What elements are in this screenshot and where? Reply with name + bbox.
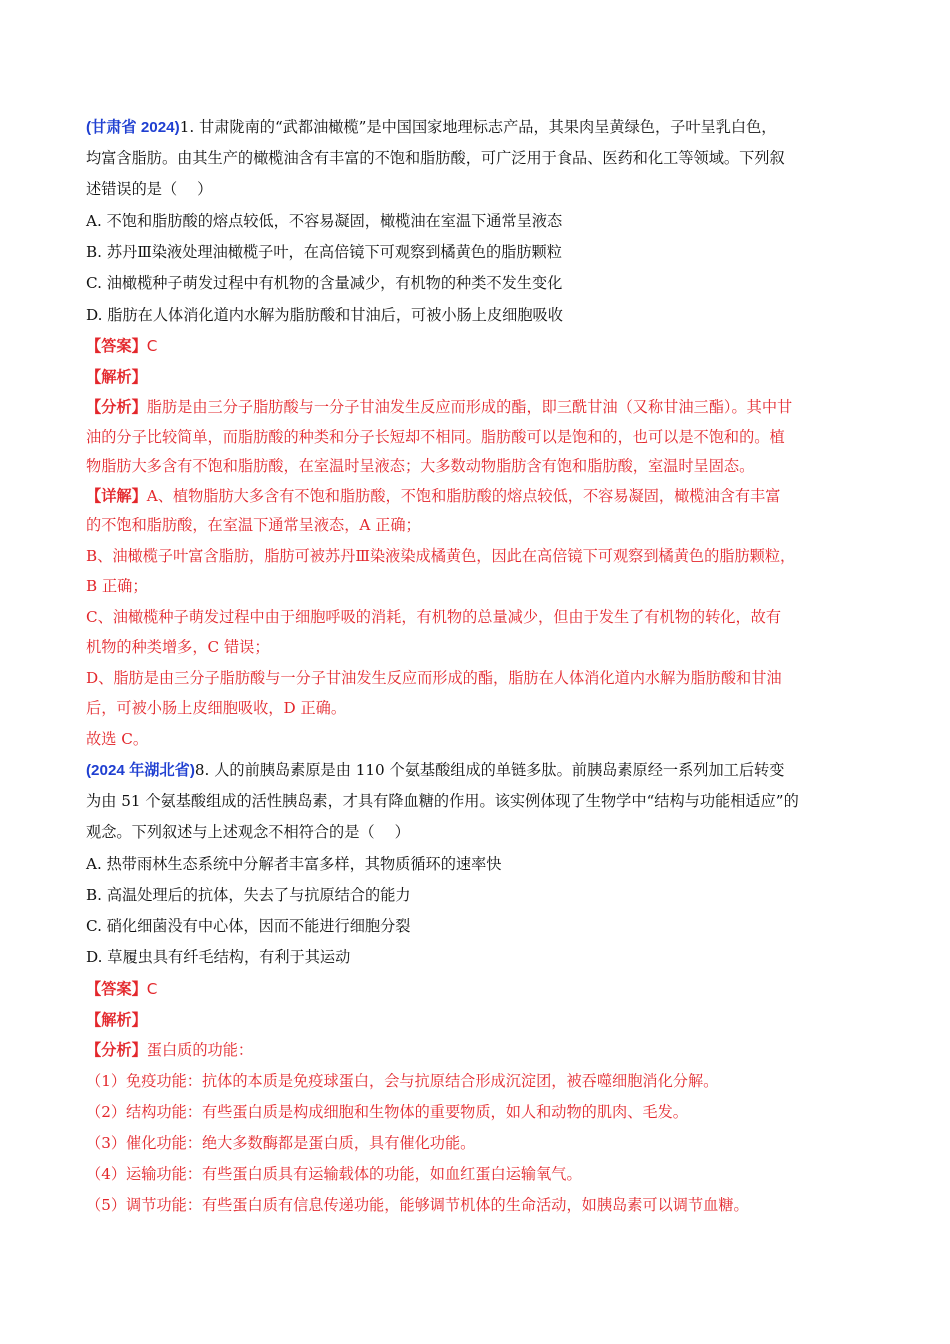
- q2-fenxi-line-2: （2）结构功能：有些蛋白质是构成细胞和生物体的重要物质，如人和动物的肌肉、毛发。: [86, 1102, 688, 1121]
- q1-fenxi-line-1: [86, 393, 876, 423]
- q1-fenxi-line-3: 物脂肪大多含有不饱和脂肪酸，在室温时呈液态；大多数动物脂肪含有饱和脂肪酸，室温时呈固态。: [86, 457, 755, 476]
- q1-fenxi-line-2: 油的分子比较简单，而脂肪酸的种类和分子长短却不相同。脂肪酸可以是饱和的，也可以是不饱和的。植: [86, 427, 785, 446]
- q2-stem-line-3: 观念。下列叙述与上述观念不相符合的是（ ）: [86, 823, 410, 842]
- q1-stem-line-2: 均富含脂肪。由其生产的橄榄油含有丰富的不饱和脂肪酸，可广泛用于食品、医药和化工等领域。下列叙: [86, 149, 785, 168]
- q2-option-d: D. 草履虫具有纤毛结构，有利于其运动: [86, 948, 351, 967]
- q2-answer: [86, 974, 876, 1005]
- q1-xiangjie-line-1: [86, 482, 876, 512]
- q2-fenxi-title: 蛋白质的功能：: [146, 1041, 254, 1060]
- q2-fenxi-title-line: [86, 1036, 876, 1066]
- q2-option-a: A. 热带雨林生态系统中分解者丰富多样，其物质循环的速率快: [86, 854, 502, 873]
- q1-stem-text-1: 1. 甘肃陇南的“武都油橄榄”是中国国家地理标志产品，其果肉呈黄绿色，子叶呈乳白色，: [179, 118, 777, 136]
- q2-fenxi-line-5: （5）调节功能：有些蛋白质有信息传递功能，能够调节机体的生命活动，如胰岛素可以调节血糖。: [86, 1196, 749, 1215]
- q1-stem-line-3: 述错误的是（ ）: [86, 180, 213, 199]
- q1-xiangjie-line-6: 机物的种类增多，C 错误；: [86, 638, 270, 657]
- q2-option-c: C. 硝化细菌没有中心体，因而不能进行细胞分裂: [86, 917, 411, 936]
- q2-analysis-tag: 【解析】: [86, 1010, 147, 1029]
- q1-xiangjie-line-7: D、脂肪是由三分子脂肪酸与一分子甘油发生反应而形成的酯，脂肪在人体消化道内水解为脂肪酸和甘油: [86, 668, 782, 687]
- q1-conclusion: 故选 C。: [86, 729, 149, 748]
- q2-stem-text-1: 8. 人的前胰岛素原是由 110 个氨基酸组成的单链多肽。前胰岛素原经一系列加工后转变: [194, 760, 785, 779]
- q1-fenxi-tag: 【分析】: [86, 398, 147, 417]
- q1-xiangjie-tag: 【详解】: [86, 486, 147, 505]
- document-page: [86, 112, 876, 1222]
- q1-source: (甘肃省 2024): [86, 119, 180, 136]
- q1-option-b: B. 苏丹Ⅲ染液处理油橄榄子叶，在高倍镜下可观察到橘黄色的脂肪颗粒: [86, 242, 562, 261]
- q2-fenxi-line-1: （1）免疫功能：抗体的本质是免疫球蛋白，会与抗原结合形成沉淀团，被吞噬细胞消化分解。: [86, 1071, 719, 1090]
- q1-fenxi-text-1: 脂肪是由三分子脂肪酸与一分子甘油发生反应而形成的酯，即三酰甘油（又称甘油三酯）。其中甘: [146, 398, 793, 417]
- q2-stem-line-1: [86, 755, 876, 786]
- q1-option-a: A. 不饱和脂肪酸的熔点较低，不容易凝固，橄榄油在室温下通常呈液态: [86, 211, 563, 230]
- q1-answer: [86, 331, 876, 362]
- q1-analysis-tag: 【解析】: [86, 368, 147, 386]
- q1-xiangjie-text-1: A、植物脂肪大多含有不饱和脂肪酸，不饱和脂肪酸的熔点较低，不容易凝固，橄榄油含有丰富: [146, 486, 781, 505]
- q1-answer-value: C: [146, 336, 158, 355]
- q1-option-c: C. 油橄榄种子萌发过程中有机物的含量减少，有机物的种类不发生变化: [86, 274, 563, 293]
- q2-source: (2024 年湖北省): [86, 761, 195, 779]
- q1-answer-tag: 【答案】: [86, 336, 147, 355]
- q1-option-d: D. 脂肪在人体消化道内水解为脂肪酸和甘油后，可被小肠上皮细胞吸收: [86, 305, 563, 324]
- q2-fenxi-line-4: （4）运输功能：有些蛋白质具有运输载体的功能，如血红蛋白运输氧气。: [86, 1165, 582, 1184]
- q1-xiangjie-line-3: B、油橄榄子叶富含脂肪，脂肪可被苏丹Ⅲ染液染成橘黄色，因此在高倍镜下可观察到橘黄色的脂肪颗粒，: [86, 546, 796, 565]
- q1-xiangjie-line-2: 的不饱和脂肪酸，在室温下通常呈液态，A 正确；: [86, 516, 421, 535]
- q2-answer-tag: 【答案】: [86, 979, 147, 998]
- q2-fenxi-tag: 【分析】: [86, 1041, 147, 1060]
- q2-option-b: B. 高温处理后的抗体，失去了与抗原结合的能力: [86, 885, 411, 904]
- q1-xiangjie-line-4: B 正确；: [86, 577, 148, 596]
- q2-stem-line-2: 为由 51 个氨基酸组成的活性胰岛素，才具有降血糖的作用。该实例体现了生物学中“结构与功能相适应”的: [86, 792, 799, 811]
- q1-xiangjie-line-8: 后，可被小肠上皮细胞吸收，D 正确。: [86, 699, 347, 718]
- q2-answer-value: C: [146, 979, 158, 998]
- q1-stem-line-1: [86, 112, 876, 143]
- q1-xiangjie-line-5: C、油橄榄种子萌发过程中由于细胞呼吸的消耗，有机物的总量减少，但由于发生了有机物的转化，故有: [86, 607, 782, 626]
- q2-fenxi-line-3: （3）催化功能：绝大多数酶都是蛋白质，具有催化功能。: [86, 1134, 476, 1153]
